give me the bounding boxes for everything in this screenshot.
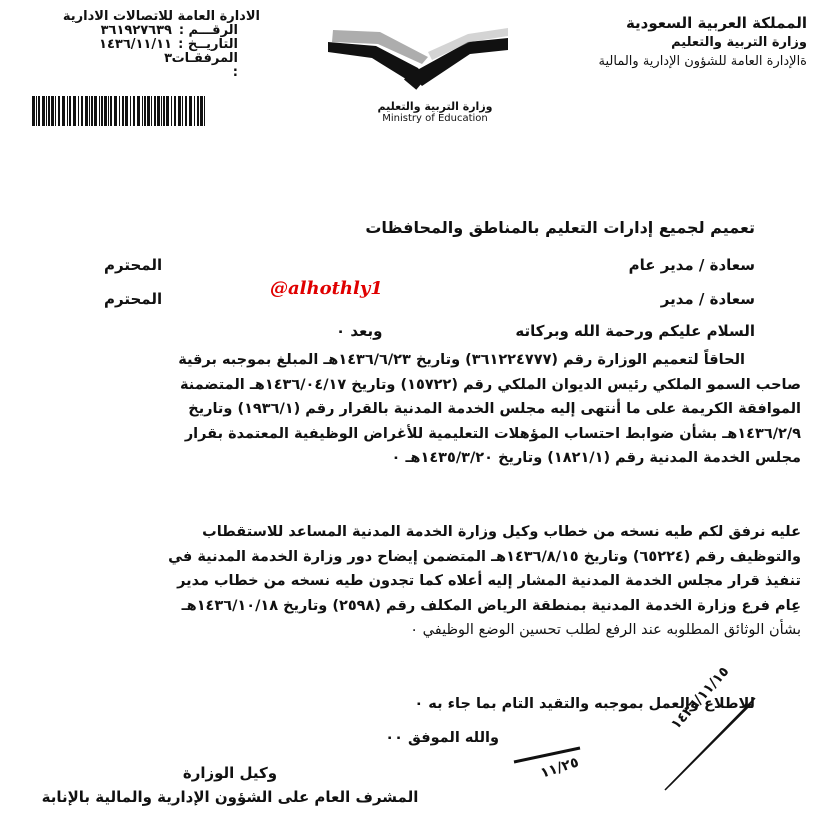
greeting: السلام عليكم ورحمة الله وبركاته [515, 322, 755, 340]
barcode-bar [130, 96, 131, 126]
barcode-bar [122, 96, 124, 126]
barcode-bar [204, 96, 205, 126]
attachments-label: المرفقـات : [171, 51, 238, 80]
body-paragraph-1 [1, 348, 801, 471]
signature-title-2: المشرف العام على الشؤون الإدارية والمالية بالإنابة [41, 788, 419, 806]
barcode-bar [171, 96, 172, 126]
barcode-bar [58, 96, 60, 126]
barcode-bar [32, 96, 35, 126]
barcode-bar [89, 96, 90, 126]
barcode-bar [73, 96, 76, 126]
barcode-bar [125, 96, 128, 126]
barcode-bar [142, 96, 143, 126]
barcode-bar [114, 96, 117, 126]
body-paragraph-2 [1, 520, 801, 643]
closing-blessing: والله الموفق ٠٠ [385, 730, 499, 746]
barcode-bar [197, 96, 199, 126]
paragraph-1-line: الحاقاً لتعميم الوزارة رقم (٣٦١٢٢٤٧٧٧) وتاريخ ١٤٣٦/٦/٢٣هـ المبلغ بموجبه برقية [178, 352, 745, 368]
barcode-bar [157, 96, 160, 126]
ministry-name: وزارة التربية والتعليم [671, 35, 807, 50]
barcode-bar [85, 96, 88, 126]
barcode-bar [110, 96, 112, 126]
barcode-bar [38, 96, 40, 126]
handwritten-date: ١٤٣٦/١١/١٥ [668, 663, 733, 733]
paragraph-1-line: الموافقة الكريمة على ما أنتهى إليه مجلس الخدمة المدنية بالقرار رقم (١٩٣٦/١) وتاريخ [188, 401, 801, 417]
handwritten-signature-stroke-icon [655, 690, 765, 800]
signature-title-1: وكيل الوزارة [182, 764, 278, 782]
barcode-bar [166, 96, 169, 126]
respected-label-1: المحترم [104, 256, 163, 274]
barcode-bar [36, 96, 37, 126]
directorate-name: ةالإدارة العامة للشؤون الإدارية والمالية [598, 54, 807, 69]
watermark-handle: @alhothly1 [270, 278, 383, 299]
barcode-bar [163, 96, 165, 126]
barcode-bar [94, 96, 97, 126]
kingdom-name: المملكة العربية السعودية [625, 14, 807, 32]
reference-number-value: ٣٦١٩٢٧٦٣٩ [100, 23, 172, 38]
paragraph-2-line: عليه نرفق لكم طيه نسخه من خطاب وكيل وزارة الخدمة المدنية المساعد للاستقطاب [202, 524, 801, 540]
barcode-bar [81, 96, 83, 126]
logo-arabic-text: وزارة التربية والتعليم [377, 100, 493, 113]
date-value: ١٤٣٦/١١/١١ [99, 37, 172, 52]
barcode-bar [161, 96, 162, 126]
barcode-bar [104, 96, 107, 126]
paragraph-2-line: تنفيذ قرار مجلس الخدمة المدنية المشار إليه أعلاه كما تجدون طيه نسخه من خطاب مدير [177, 573, 801, 589]
barcode-bar [174, 96, 176, 126]
barcode-bar [182, 96, 183, 126]
date-label: التاريــخ : [178, 37, 238, 52]
attachments-value: ٣ [164, 51, 172, 66]
letter-subject: تعميم لجميع إدارات التعليم بالمناطق والمحافظات [365, 218, 755, 237]
barcode-bar [178, 96, 181, 126]
barcode-bar [48, 96, 50, 126]
barcode-bar [189, 96, 192, 126]
handwritten-initials: ١١/٢٥ [538, 754, 581, 782]
barcode-bar [51, 96, 54, 126]
barcode-bar [91, 96, 93, 126]
barcode-bar [200, 96, 203, 126]
paragraph-1-line: ١٤٣٦/٢/٩هـ بشأن ضوابط احتساب المؤهلات التعليمية للأغراض الوظيفية المعتمدة بقرار [184, 425, 801, 442]
barcode-bar [46, 96, 47, 126]
paragraph-1-line: مجلس الخدمة المدنية رقم (١٨٢١/١) وتاريخ ١٤٣٥/٣/٢٠هـ ٠ [391, 450, 801, 466]
header-right-block [547, 14, 807, 71]
paragraph-1-line: صاحب السمو الملكي رئيس الديوان الملكي رقم (١٥٧٢٢) وتاريخ ١٤٣٦/٠٤/١٧هـ المتضمنة [180, 376, 801, 393]
department-name: الادارة العامة للاتصالات الادارية [62, 9, 260, 24]
barcode-bar [151, 96, 152, 126]
header-left-block [30, 10, 260, 80]
barcode-icon [32, 96, 208, 126]
barcode-bar [108, 96, 109, 126]
paragraph-2-line: بشأن الوثائق المطلوبه عند الرفع لطلب تحسين الوضع الوظيفي ٠ [410, 622, 801, 638]
barcode-bar [101, 96, 103, 126]
logo-english-text: Ministry of Education [382, 113, 488, 124]
barcode-bar [185, 96, 187, 126]
barcode-bar [194, 96, 195, 126]
barcode-bar [133, 96, 135, 126]
paragraph-2-line: والتوظيف رقم (٦٥٢٢٤) وتاريخ ١٤٣٦/٨/١٥هـ المتضمن إيضاح دور وزارة الخدمة المدنية في [168, 548, 801, 565]
barcode-bar [137, 96, 140, 126]
addressee-general-director: سعادة / مدير عام [628, 256, 755, 274]
barcode-bar [67, 96, 68, 126]
reference-number-label: الرقـــم : [178, 23, 238, 38]
greeting-after: وبعد ٠ [336, 322, 383, 340]
closing-instruction: للاطلاع والعمل بموجبه والتقيد التام بما جاء به ٠ [414, 696, 755, 712]
attachments-row [30, 52, 260, 80]
barcode-bar [42, 96, 45, 126]
barcode-bar [78, 96, 79, 126]
barcode-bar [144, 96, 146, 126]
date-row [30, 38, 260, 52]
barcode-bar [119, 96, 120, 126]
barcode-bar [147, 96, 150, 126]
paragraph-2-line: عِام فرع وزارة الخدمة المدنية بمنطقة الرياض المكلف رقم (٢٥٩٨) وتاريخ ١٤٣٦/١٠/١٨هـ [181, 597, 801, 614]
respected-label-2: المحترم [104, 290, 163, 308]
reference-number-row [30, 24, 260, 38]
barcode-bar [154, 96, 156, 126]
barcode-bar [69, 96, 71, 126]
barcode-bar [55, 96, 56, 126]
barcode-bar [99, 96, 100, 126]
barcode-bar [62, 96, 65, 126]
addressee-director: سعادة / مدير [660, 290, 755, 308]
